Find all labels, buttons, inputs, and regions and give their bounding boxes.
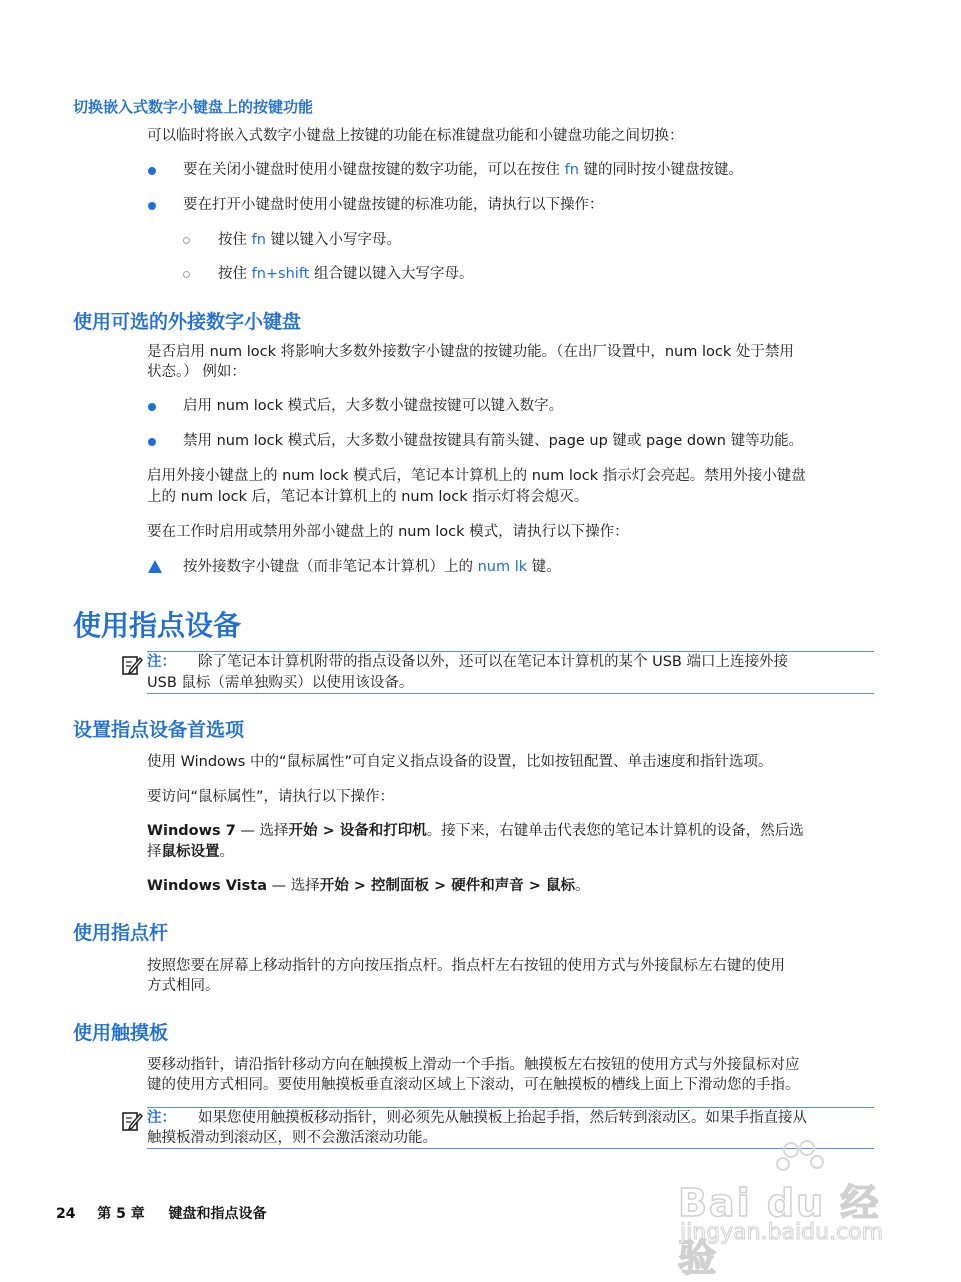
- path-separator: >: [523, 878, 546, 894]
- menu-path-control-panel: 控制面板: [370, 878, 429, 894]
- instruction-text: — 选择: [267, 878, 320, 894]
- watermark-logo: Bai du 经验: [678, 1181, 881, 1280]
- sub-list-item: [218, 264, 946, 285]
- list-item-text: 要在关闭小键盘时使用小键盘按键的数字功能，可以在按住: [183, 162, 565, 178]
- heading-toggle-embedded-keypad: 切换嵌入式数字小键盘上的按键功能: [73, 98, 314, 116]
- paragraph-line: 是否启用 num lock 将影响大多数外接数字小键盘的按键功能。（在出厂设置中，num lock 处于禁用: [147, 344, 794, 360]
- page-number: 24: [56, 1206, 76, 1222]
- path-separator: >: [428, 878, 452, 894]
- list-item-text: 按住: [218, 266, 252, 282]
- paragraph: 要在工作时启用或禁用外部小键盘上的 num lock 模式，请执行以下操作：: [147, 524, 629, 540]
- menu-path-mouse: 鼠标: [545, 878, 575, 894]
- step-item: [183, 557, 911, 578]
- bullet-icon: [148, 202, 156, 210]
- path-separator: >: [317, 823, 340, 839]
- step-text: 键。: [527, 559, 561, 575]
- note-line: [147, 652, 875, 673]
- key-name: fn+shift: [251, 266, 310, 282]
- heading-touchpad: 使用触摸板: [73, 1022, 169, 1044]
- sub-bullet-icon: [183, 237, 190, 244]
- win7-instruction-cont: [147, 842, 875, 863]
- paragraph-line: 要移动指针，请沿指针移动方向在触摸板上滑动一个手指。触摸板左右按钮的使用方式与外接鼠标对应: [147, 1057, 800, 1073]
- heading-pointing-devices: 使用指点设备: [73, 609, 242, 642]
- step-triangle-icon: [148, 560, 162, 573]
- win7-instruction: [147, 821, 875, 842]
- page-footer: [56, 1203, 266, 1223]
- note-line: [147, 1108, 875, 1129]
- paragraph: 使用 Windows 中的“鼠标属性”可自定义指点设备的设置，比如按钮配置、单击速度和指针选项。: [147, 754, 773, 770]
- path-separator: >: [348, 878, 371, 894]
- step-text: 按外接数字小键盘（而非笔记本计算机）上的: [183, 559, 478, 575]
- os-name: Windows 7: [147, 823, 236, 839]
- note-bottom-rule: [147, 1148, 874, 1149]
- paragraph-line: 按照您要在屏幕上移动指针的方向按压指点杆。指点杆左右按钮的使用方式与外接鼠标左右键的使用: [147, 958, 785, 974]
- watermark-url: jingyan.baidu.com: [680, 1220, 884, 1245]
- paragraph-line: 上的 num lock 后，笔记本计算机上的 num lock 指示灯将会熄灭。: [147, 489, 589, 505]
- list-item-text: 按住: [218, 232, 252, 248]
- menu-path-devices-printers: 设备和打印机: [339, 823, 427, 839]
- menu-path-mouse-settings: 鼠标设置: [161, 844, 220, 860]
- menu-path-hardware-sound: 硬件和声音: [451, 878, 524, 894]
- note-label: 注：: [147, 1110, 176, 1126]
- heading-pointing-stick: 使用指点杆: [73, 922, 169, 944]
- heading-external-keypad: 使用可选的外接数字小键盘: [73, 311, 302, 333]
- list-item-text: 键的同时按小键盘按键。: [578, 162, 744, 178]
- heading-pointing-device-preferences: 设置指点设备首选项: [73, 719, 245, 741]
- bullet-icon: [148, 403, 156, 411]
- paragraph-line: 启用外接小键盘上的 num lock 模式后，笔记本计算机上的 num lock 指示灯会亮起。禁用外接小键盘: [147, 468, 806, 484]
- paragraph-line: 方式相同。: [147, 978, 220, 994]
- list-item: 要在打开小键盘时使用小键盘按键的标准功能，请执行以下操作：: [183, 197, 604, 213]
- bullet-icon: [148, 167, 156, 175]
- key-name: num lk: [477, 559, 528, 575]
- paragraph-line: 状态。） 例如：: [147, 364, 246, 380]
- list-item: [183, 160, 911, 181]
- note-pencil-icon: [121, 1110, 143, 1132]
- paragraph-line: 键的使用方式相同。要使用触摸板垂直滚动区域上下滚动，可在触摸板的槽线上面上下滑动您的手指。: [147, 1077, 800, 1093]
- note-text: 如果您使用触摸板移动指针，则必须先从触摸板上抬起手指，然后转到滚动区。如果手指直接从: [198, 1110, 807, 1126]
- menu-path-start: 开始: [319, 878, 349, 894]
- list-item: 启用 num lock 模式后，大多数小键盘按键可以键入数字。: [183, 398, 564, 414]
- list-item-text: 键以键入小写字母。: [265, 232, 402, 248]
- baidu-watermark: [678, 1150, 908, 1280]
- instruction-text: 。: [574, 878, 590, 894]
- paragraph-toggle-intro: 可以临时将嵌入式数字小键盘上按键的功能在标准键盘功能和小键盘功能之间切换：: [147, 128, 684, 144]
- sub-bullet-icon: [183, 271, 190, 278]
- note-line: 触摸板滑动到滚动区，则不会激活滚动功能。: [147, 1130, 437, 1146]
- key-name: fn: [564, 162, 579, 178]
- instruction-text: 。: [219, 844, 234, 860]
- chapter-number: 第 5 章: [97, 1206, 145, 1222]
- key-name: fn: [251, 232, 266, 248]
- vista-instruction: [147, 876, 875, 897]
- note-line: USB 鼠标（需单独购买）以使用该设备。: [147, 675, 414, 691]
- sub-list-item: [218, 230, 946, 251]
- instruction-text: 择: [147, 844, 162, 860]
- menu-path-start: 开始: [288, 823, 318, 839]
- bullet-icon: [148, 438, 156, 446]
- instruction-text: 。接下来，右键单击代表您的笔记本计算机的设备，然后选: [426, 823, 804, 839]
- note-pencil-icon: [121, 654, 143, 676]
- note-text: 除了笔记本计算机附带的指点设备以外，还可以在笔记本计算机的某个 USB 端口上连接外接: [198, 654, 788, 670]
- paragraph: 要访问“鼠标属性”，请执行以下操作：: [147, 789, 395, 805]
- list-item: 禁用 num lock 模式后，大多数小键盘按键具有箭头键、page up 键或 page down 键等功能。: [183, 433, 804, 449]
- list-item-text: 组合键以键入大写字母。: [309, 266, 474, 282]
- chapter-title: 键盘和指点设备: [168, 1206, 267, 1222]
- note-bottom-rule: [147, 693, 874, 694]
- note-label: 注：: [147, 654, 176, 670]
- instruction-text: — 选择: [235, 823, 289, 839]
- os-name: Windows Vista: [147, 878, 267, 894]
